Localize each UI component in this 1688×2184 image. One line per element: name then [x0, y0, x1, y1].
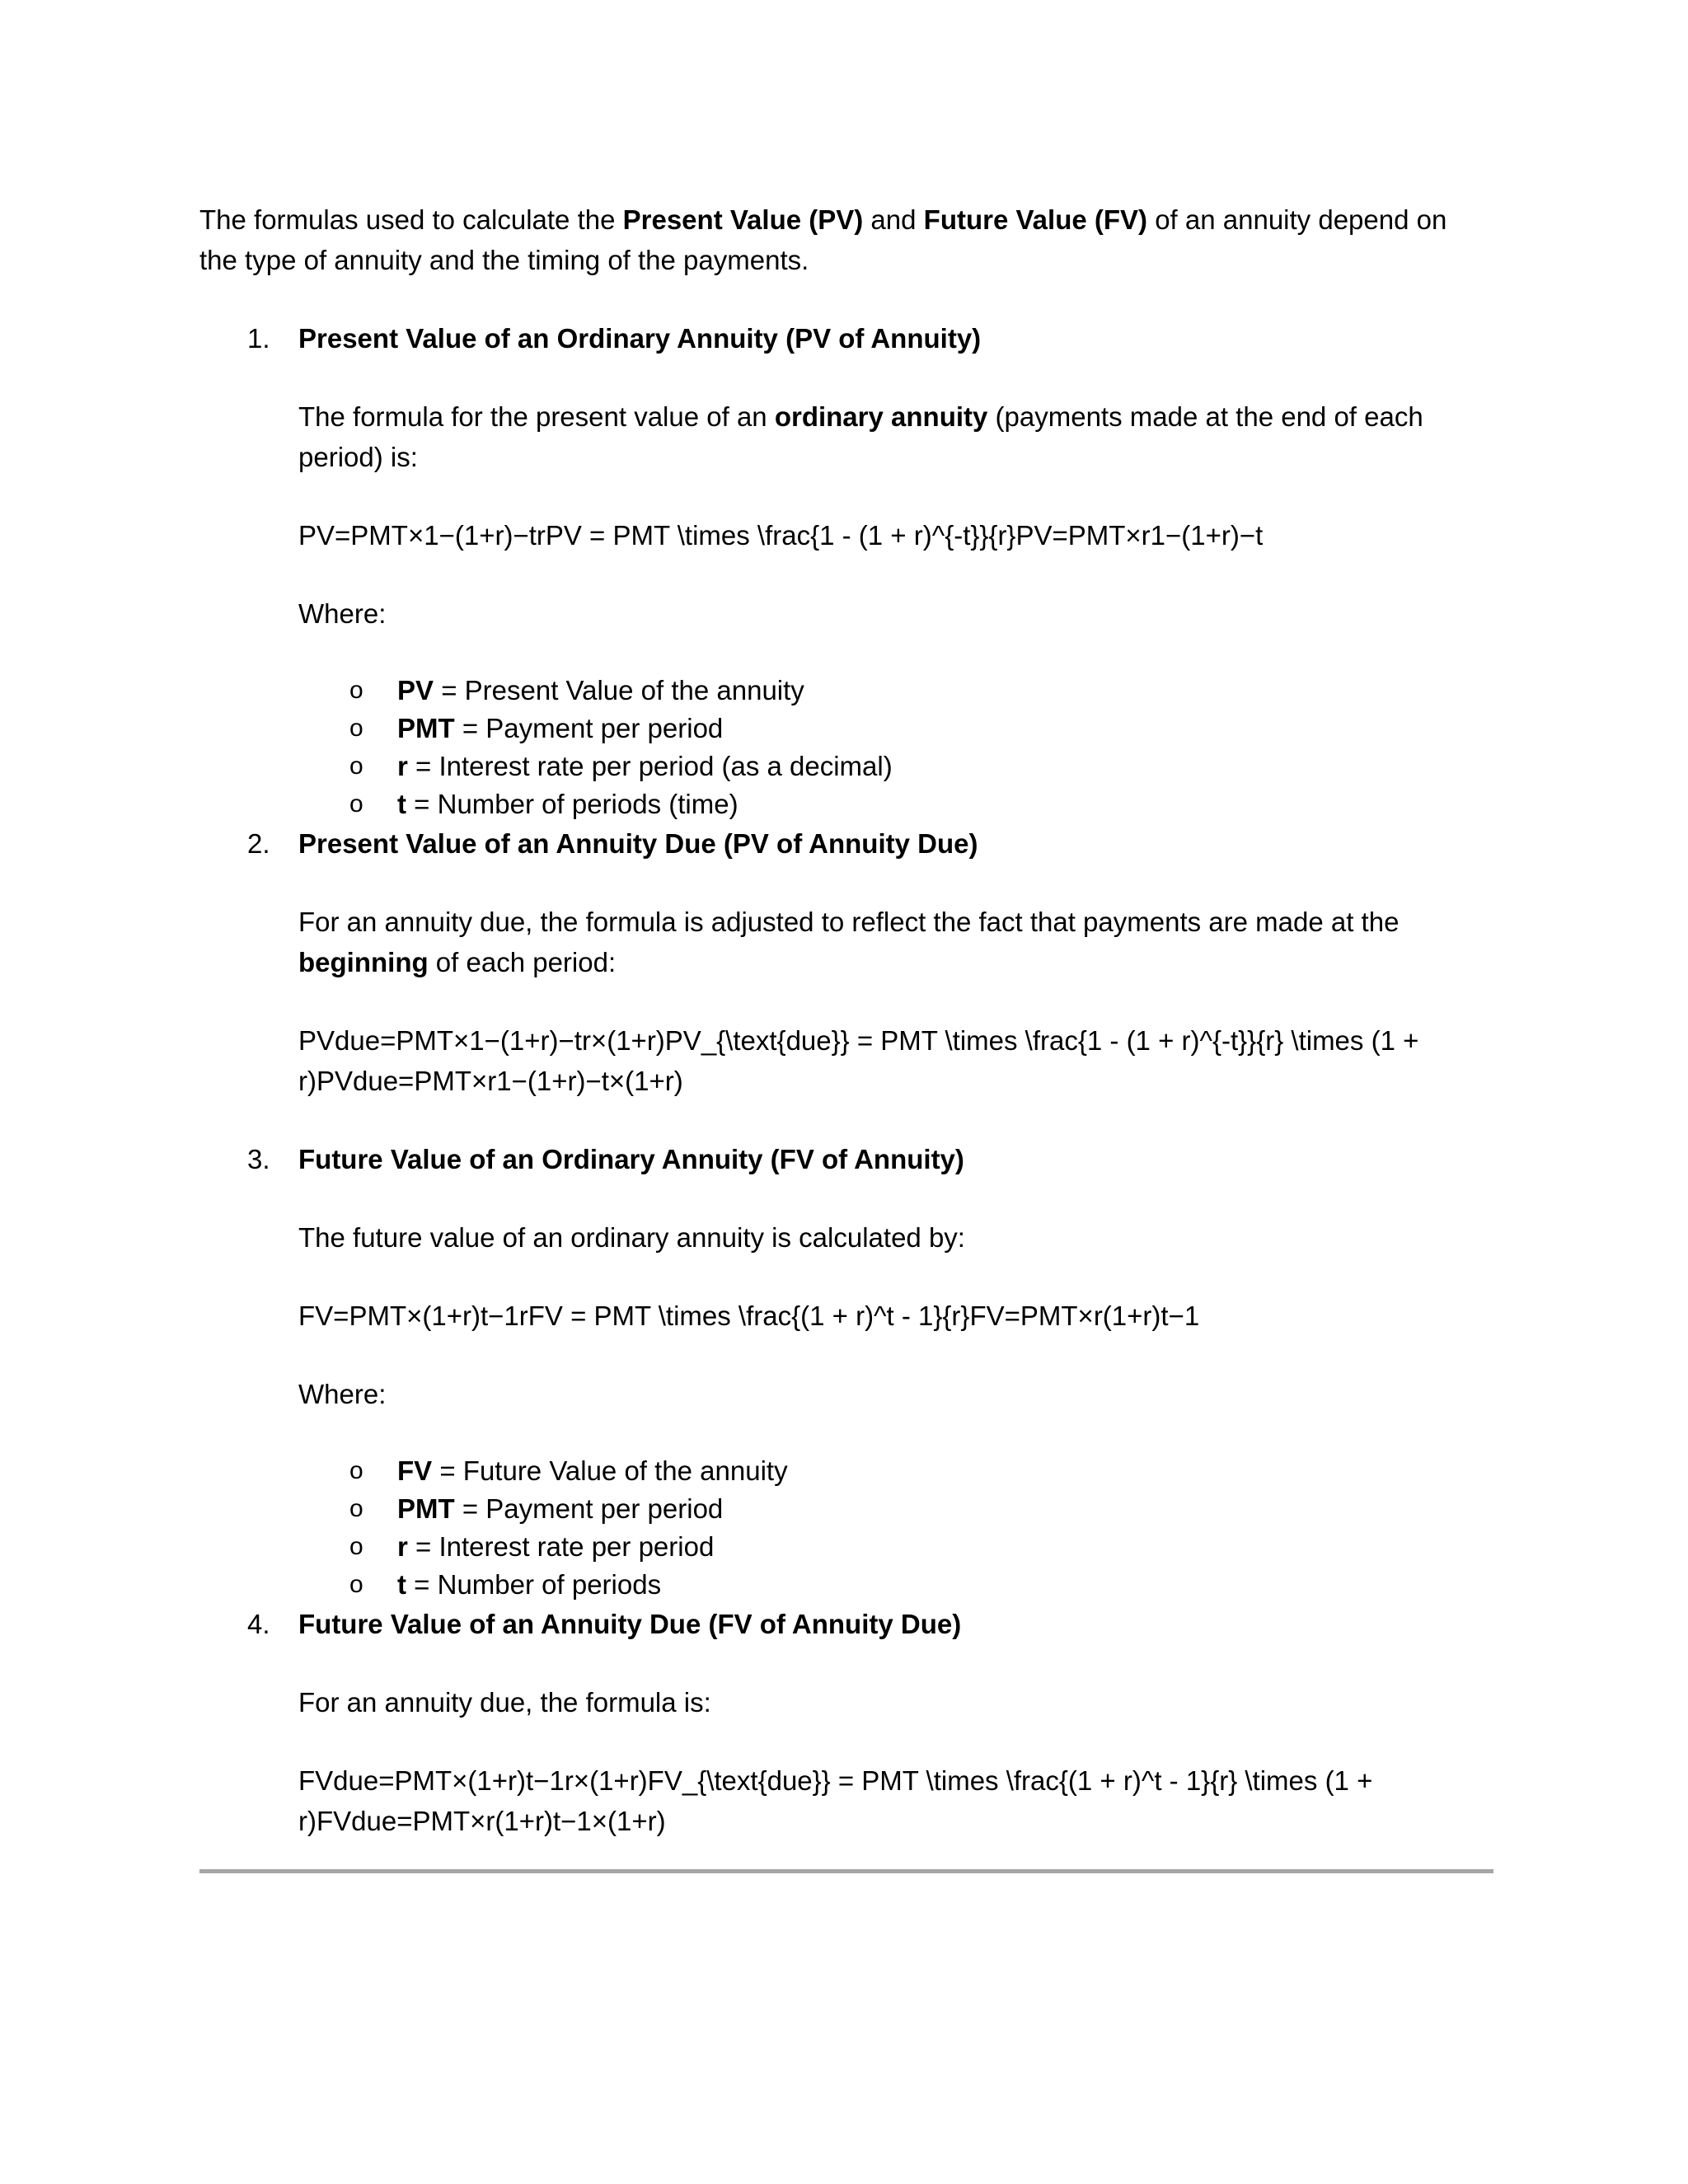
definition-text: = Future Value of the annuity	[432, 1455, 788, 1486]
bullet-icon: o	[349, 752, 363, 780]
definition-text: = Payment per period	[454, 1493, 724, 1524]
bullet-icon: o	[349, 715, 363, 742]
definition-text: = Payment per period	[454, 713, 724, 743]
section-heading: Present Value of an Ordinary Annuity (PV of Annuity)	[298, 323, 982, 354]
section-heading: Future Value of an Ordinary Annuity (FV of Annuity)	[298, 1144, 964, 1174]
formula: PVdue=PMT×1−(1+r)−tr×(1+r)PV_{\text{due}} = PMT \times \frac{1 - (1 + r)^{-t}}{r} \times (1 + r)PVdue=PMT×r1−(1+r)−t×(1+r)	[298, 1025, 1419, 1096]
section-number: 1.	[247, 323, 270, 354]
section-description	[298, 396, 1490, 477]
definition-text: = Interest rate per period (as a decimal)	[407, 751, 893, 781]
definition-term: FV	[397, 1455, 433, 1486]
formula: PV=PMT×1−(1+r)−trPV = PMT \times \frac{1 - (1 + r)^{-t}}{r}PV=PMT×r1−(1+r)−t	[298, 520, 1264, 551]
section-heading: Future Value of an Annuity Due (FV of Annuity Due)	[298, 1609, 962, 1639]
definition-term: PV	[397, 675, 434, 705]
definition-text: = Present Value of the annuity	[434, 675, 804, 705]
section-description: For an annuity due, the formula is:	[298, 1687, 711, 1718]
definition-item	[298, 748, 1490, 785]
formula: FV=PMT×(1+r)t−1rFV = PMT \times \frac{(1 + r)^t - 1}{r}FV=PMT×r(1+r)t−1	[298, 1301, 1200, 1331]
bullet-icon: o	[349, 677, 363, 704]
bullet-icon: o	[349, 1457, 363, 1484]
bullet-icon: o	[349, 1533, 363, 1560]
intro-paragraph	[199, 199, 1490, 280]
definition-text: = Interest rate per period	[407, 1531, 715, 1562]
bullet-icon: o	[349, 790, 363, 818]
definition-item	[298, 1528, 1490, 1566]
definition-item	[298, 1490, 1490, 1528]
section-3	[199, 1139, 1490, 1604]
horizontal-rule	[199, 1869, 1493, 1873]
definition-term: PMT	[397, 1493, 455, 1524]
description-bold: beginning	[298, 947, 429, 977]
section-heading: Present Value of an Annuity Due (PV of Annuity Due)	[298, 828, 978, 859]
definition-term: r	[397, 1531, 408, 1562]
section-1	[199, 318, 1490, 823]
definition-item	[298, 672, 1490, 710]
document-body	[199, 199, 1490, 1841]
description-text: For an annuity due, the formula is adjusted to reflect the fact that payments are made at the	[298, 907, 1400, 937]
description-text: (payments made at the end of each period) is:	[298, 401, 1423, 472]
definition-text: = Number of periods	[406, 1569, 662, 1600]
definition-term: PMT	[397, 713, 455, 743]
section-4	[199, 1604, 1490, 1841]
intro-text: The formulas used to calculate the	[199, 204, 623, 235]
description-text: of each period:	[428, 947, 617, 977]
definition-term: t	[397, 789, 406, 819]
definition-item	[298, 710, 1490, 748]
definition-text: = Number of periods (time)	[406, 789, 738, 819]
definition-item	[298, 1452, 1490, 1490]
bullet-icon: o	[349, 1571, 363, 1598]
intro-text: of an annuity depend on the type of annuity and the timing of the payments.	[199, 204, 1447, 275]
definition-list	[298, 672, 1490, 823]
intro-pv-term: Present Value (PV)	[622, 204, 864, 235]
where-label: Where:	[298, 598, 387, 629]
definition-item	[298, 785, 1490, 823]
intro-text: and	[863, 204, 924, 235]
intro-fv-term: Future Value (FV)	[923, 204, 1148, 235]
section-description	[298, 902, 1490, 982]
bullet-icon: o	[349, 1495, 363, 1522]
description-text: The formula for the present value of an	[298, 401, 775, 432]
section-number: 3.	[247, 1144, 270, 1174]
section-number: 2.	[247, 828, 270, 859]
definition-term: t	[397, 1569, 406, 1600]
section-number: 4.	[247, 1609, 270, 1639]
section-description: The future value of an ordinary annuity is calculated by:	[298, 1222, 965, 1253]
formula: FVdue=PMT×(1+r)t−1r×(1+r)FV_{\text{due}} = PMT \times \frac{(1 + r)^t - 1}{r} \times (1 + r)FVdue=PMT×r(1+r)t−1×(1+r)	[298, 1765, 1373, 1836]
where-label: Where:	[298, 1379, 387, 1409]
definition-item	[298, 1566, 1490, 1604]
section-2	[199, 823, 1490, 1101]
definition-list	[298, 1452, 1490, 1604]
description-bold: ordinary annuity	[774, 401, 988, 432]
definition-term: r	[397, 751, 408, 781]
